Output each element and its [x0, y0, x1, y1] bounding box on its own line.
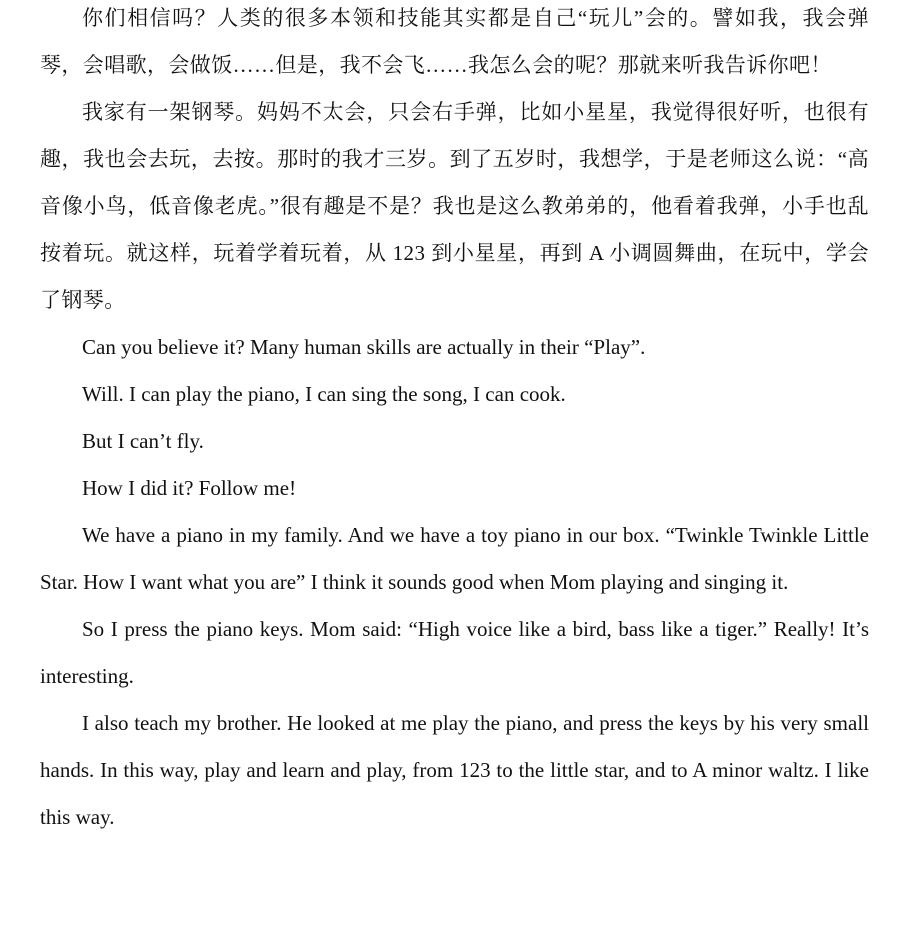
paragraph-zh-intro: 你们相信吗？人类的很多本领和技能其实都是自己“玩儿”会的。譬如我，我会弹琴，会唱歌，会做饭……但是，我不会飞……我怎么会的呢？那就来听我告诉你吧！ — [40, 6, 869, 77]
paragraph-en-piano-keys: So I press the piano keys. Mom said: “High voice like a bird, bass like a tiger.” Really! It’s interesting. — [40, 617, 869, 688]
paragraph-en-piano-family: We have a piano in my family. And we have a toy piano in our box. “Twinkle Twinkle Little Star. How I want what you are” I think it sounds good when Mom playing and singing it. — [40, 523, 869, 594]
paragraph-en-believe: Can you believe it? Many human skills are actually in their “Play”. — [82, 335, 646, 359]
paragraph-en-skills: Will. I can play the piano, I can sing the song, I can cook. — [82, 382, 566, 406]
document-body — [40, 0, 869, 841]
paragraph-en-follow-me: How I did it? Follow me! — [82, 476, 297, 500]
paragraph-en-cant-fly: But I can’t fly. — [82, 429, 204, 453]
paragraph-zh-piano-story: 我家有一架钢琴。妈妈不太会，只会右手弹，比如小星星，我觉得很好听，也很有趣，我也会去玩，去按。那时的我才三岁。到了五岁时，我想学，于是老师这么说：“高音像小鸟，低音像老虎。”很有趣是不是？我也是这么教弟弟的，他看着我弹，小手也乱按着玩。就这样，玩着学着玩着，从 123 到小星星，再到 A 小调圆舞曲，在玩中，学会了钢琴。 — [40, 100, 869, 312]
paragraph-en-teach-brother: I also teach my brother. He looked at me play the piano, and press the keys by his very small hands. In this way, play and learn and play, from 123 to the little star, and to A minor waltz. I like this way. — [40, 711, 869, 829]
